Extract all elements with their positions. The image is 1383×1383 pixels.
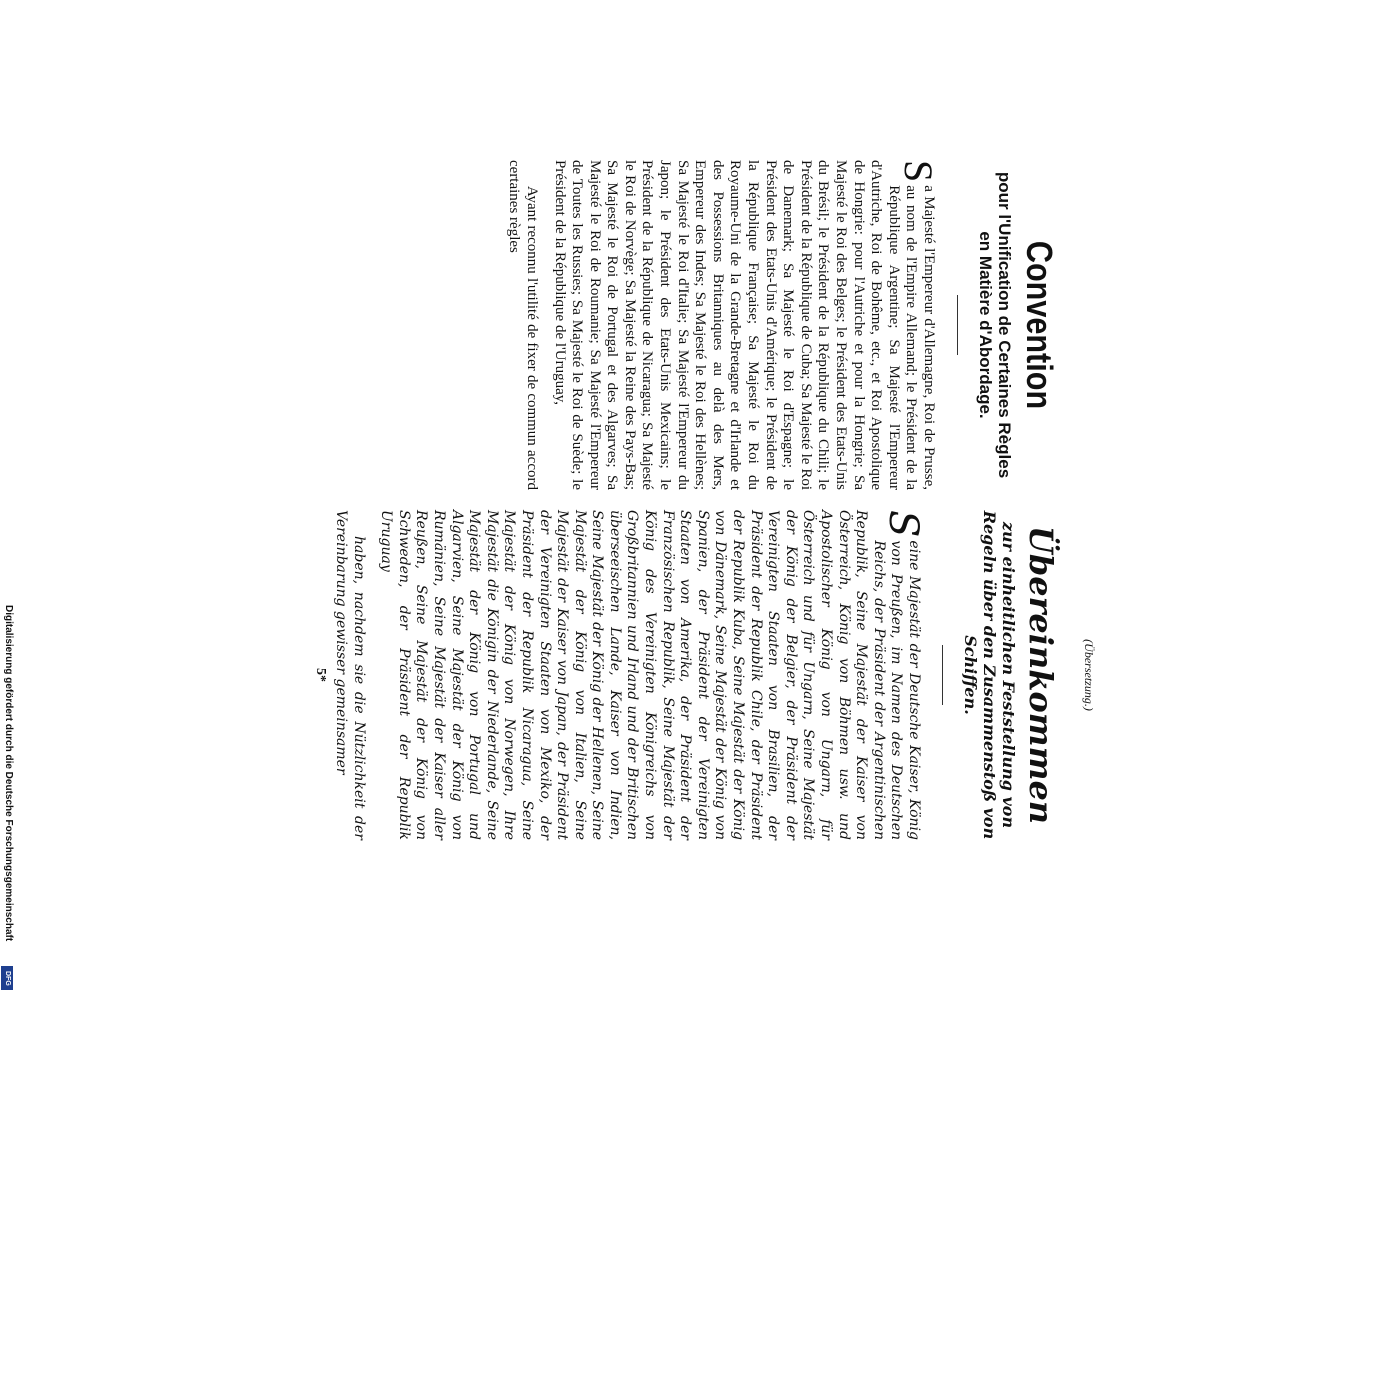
page-number: 5* <box>313 668 328 682</box>
german-column <box>331 510 1060 840</box>
french-subtitle: pour l'Unification de Certaines Règles en Matière d'Abordage. <box>976 171 1014 479</box>
french-closing: Ayant reconnu l'utilité de fixer de commun accord certaines règles <box>506 160 540 490</box>
rotated-page-content <box>300 160 1096 860</box>
divider <box>957 295 958 355</box>
digitization-credit: Digitalisierung gefördert durch die Deutsche Forschungsgemeinschaft <box>3 605 14 942</box>
german-closing: haben, nachdem sie die Nützlichkeit der Vereinbarung gewisser gemeinsamer <box>333 510 367 840</box>
french-body <box>550 160 941 490</box>
french-dropcap: S <box>896 160 941 183</box>
german-body <box>377 510 926 840</box>
german-title: Übereinkommen <box>1022 525 1060 825</box>
french-title: Convention <box>1019 240 1060 410</box>
translation-note: (Übersetzung.) <box>1082 639 1096 711</box>
divider <box>942 645 943 705</box>
french-body-text: a Majesté l'Empereur d'Allemagne, Roi de Prusse, au nom de l'Empire Allemand; le Président de la République Argentine; Sa Majesté l'Empereur d'Autriche, Roi de Bohême, etc., et Roi Apostolique de Hongrie: pour l'Autriche et pour la Hongrie; Sa Majesté le Roi des Belges; le Président des Etats-Unis du Brésil; le Président de la République du Chili; le Président de la République de Cuba; Sa Majesté le Roi de Danemark; Sa Majesté le Roi d'Espagne; le Président des Etats-Unis d'Amérique; le Président de la République Française; Sa Majesté le Roi du Royaume-Uni de la Grande-Bretagne et d'Irlande et des Possessions Britanniques au delà des Mers, Empereur des Indes; Sa Majesté le Roi des Hellènes; Sa Majesté le Roi d'Italie; Sa Majesté l'Empereur du Japon; le Président des Etats-Unis Mexicains; le Président de la République de Nicaragua; Sa Majesté le Roi de Norvège; Sa Majesté la Reine des Pays-Bas; Sa Majesté le Roi de Portugal et des Algarves; Sa Majesté le Roi de Roumanie; Sa Majesté l'Empereur de Toutes les Russies; Sa Majesté le Roi de Suède; le Président de la République de l'Uruguay, <box>551 160 937 490</box>
german-subtitle: zur einheitlichen Feststellung von Regeln über den Zusammenstoß von Schiffen. <box>961 510 1018 840</box>
dfg-logo: DFG <box>1 966 13 990</box>
german-body-text: eine Majestät der Deutsche Kaiser, König von Preußen, im Namen des Deutschen Reichs, der Präsident der Argentinischen Republik, Seine Majestät der Kaiser von Österreich, König von Böhmen usw. und Apostolischer König von Ungarn, für Österreich und für Ungarn, Seine Majestät der König der Belgier, der Präsident der Vereinigten Staaten von Brasilien, der Präsident der Republik Chile, der Präsident der Republik Kuba, Seine Majestät der König von Dänemark, Seine Majestät der König von Spanien, der Präsident der Vereinigten Staaten von Amerika, der Präsident der Französischen Republik, Seine Majestät der König des Vereinigten Königreichs von Großbritannien und Irland und der Britischen überseeischen Lande, Kaiser von Indien, Seine Majestät der König der Hellenen, Seine Majestät der König von Italien, Seine Majestät der Kaiser von Japan, der Präsident der Vereinigten Staaten von Mexiko, der Präsident der Republik Nicaragua, Seine Majestät der König von Norwegen, Ihre Majestät die Königin der Niederlande, Seine Majestät der König von Portugal und Algarvien, Seine Majestät der König von Rumänien, Seine Majestät der Kaiser aller Reußen, Seine Majestät der König von Schweden, der Präsident der Republik Uruguay <box>378 510 922 840</box>
german-dropcap: S <box>880 510 926 538</box>
french-column <box>505 160 1060 490</box>
